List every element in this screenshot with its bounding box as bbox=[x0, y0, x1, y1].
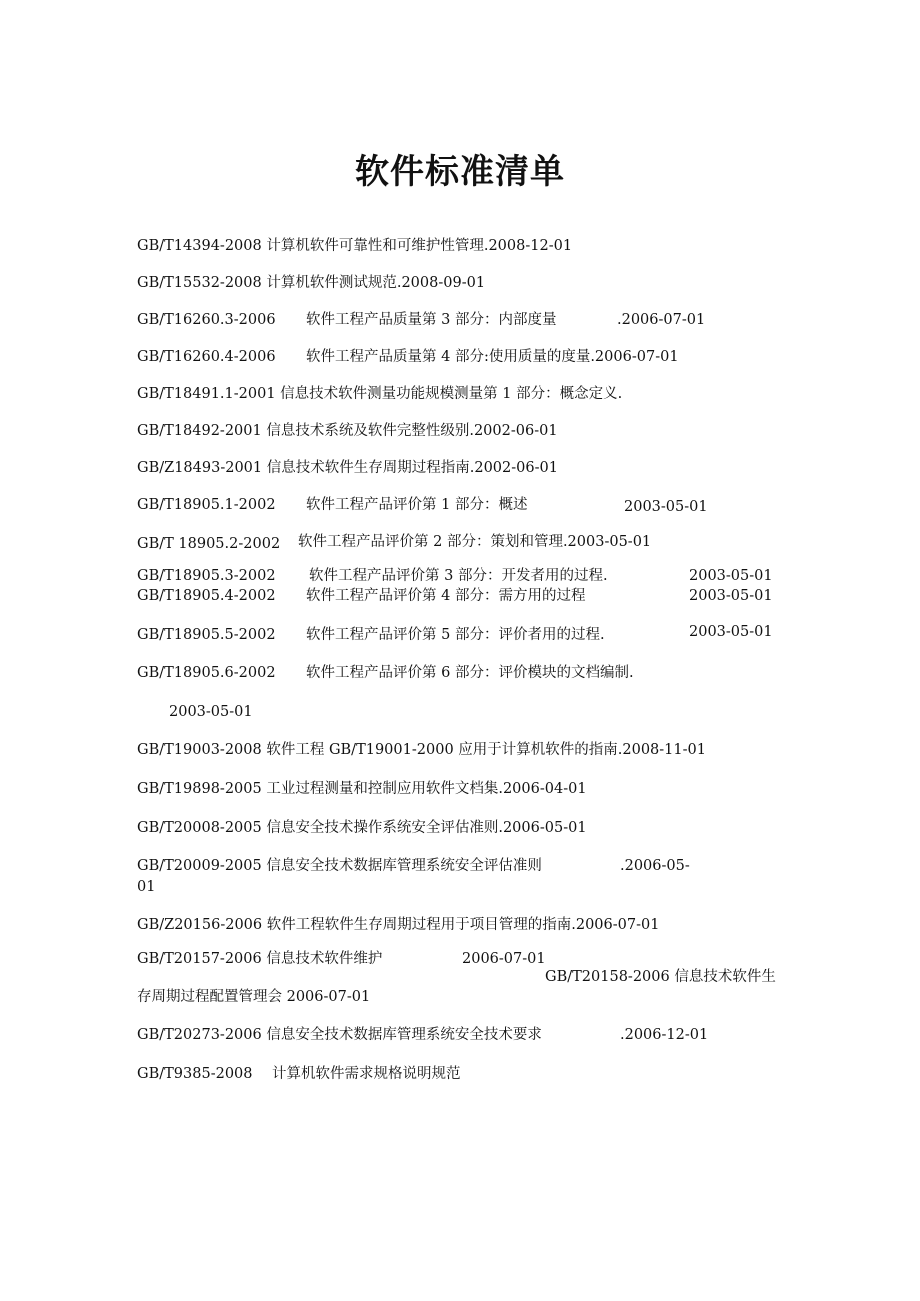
standard-entry: GB/Z20156-2006 软件工程软件生存周期过程用于项目管理的指南.2006-07-01 bbox=[137, 917, 660, 933]
standard-entry: GB/T18491.1-2001 信息技术软件测量功能规模测量第 1 部分：概念定义. bbox=[137, 386, 623, 402]
standard-name: 计算机软件需求规格说明规范 bbox=[272, 1066, 461, 1082]
standard-entry: GB/T19003-2008 软件工程 GB/T19001-2000 应用于计算机软件的指南.2008-11-01 bbox=[137, 742, 706, 758]
standard-date: .2006-05- bbox=[620, 858, 690, 874]
standard-date: 01 bbox=[137, 879, 156, 895]
standard-date: .2006-12-01 bbox=[620, 1027, 709, 1043]
standard-code-name: GB/T20273-2006 信息安全技术数据库管理系统安全技术要求 bbox=[137, 1027, 542, 1043]
standard-code: GB/T18905.6-2002 bbox=[137, 665, 276, 681]
standard-date: 2003-05-01 bbox=[689, 624, 773, 640]
standard-code-name: GB/T20158-2006 信息技术软件生 bbox=[545, 969, 776, 985]
standard-date: 2003-05-01 bbox=[689, 588, 773, 604]
standard-code: GB/T18905.4-2002 bbox=[137, 588, 276, 604]
standard-date: 2003-05-01 bbox=[689, 568, 773, 584]
standard-name: 存周期过程配置管理会 2006-07-01 bbox=[137, 989, 371, 1005]
standard-entry: GB/T15532-2008 计算机软件测试规范.2008-09-01 bbox=[137, 275, 486, 291]
standard-entry: GB/T14394-2008 计算机软件可靠性和可维护性管理.2008-12-01 bbox=[137, 238, 573, 254]
standard-name: 软件工程产品评价第 5 部分：评价者用的过程. bbox=[306, 627, 605, 643]
standard-entry: GB/T18492-2001 信息技术系统及软件完整性级别.2002-06-01 bbox=[137, 423, 558, 439]
standard-date: 2003-05-01 bbox=[169, 704, 253, 720]
standard-code: GB/T9385-2008 bbox=[137, 1066, 253, 1082]
standard-name: 软件工程产品评价第 2 部分：策划和管理.2003-05-01 bbox=[298, 534, 652, 550]
standard-entry: GB/T19898-2005 工业过程测量和控制应用软件文档集.2006-04-01 bbox=[137, 781, 587, 797]
standard-date: .2006-07-01 bbox=[617, 312, 706, 328]
standard-name: 软件工程产品评价第 6 部分：评价模块的文档编制. bbox=[306, 665, 634, 681]
standard-code: GB/T 18905.2-2002 bbox=[137, 536, 281, 552]
standard-name: 软件工程产品质量第 4 部分:使用质量的度量.2006-07-01 bbox=[306, 349, 679, 365]
standard-code-name: GB/T20157-2006 信息技术软件维护 bbox=[137, 951, 383, 967]
standard-code: GB/T16260.3-2006 bbox=[137, 312, 276, 328]
standard-name: 软件工程产品评价第 3 部分：开发者用的过程. bbox=[309, 568, 608, 584]
standard-code: GB/T16260.4-2006 bbox=[137, 349, 276, 365]
standard-date: 2003-05-01 bbox=[624, 499, 708, 515]
standard-name: 软件工程产品评价第 1 部分：概述 bbox=[306, 497, 528, 513]
standard-date: 2006-07-01 bbox=[462, 951, 546, 967]
standard-code: GB/T18905.1-2002 bbox=[137, 497, 276, 513]
standard-name: 软件工程产品质量第 3 部分：内部度量 bbox=[306, 312, 557, 328]
standard-code: GB/T18905.3-2002 bbox=[137, 568, 276, 584]
standard-name: 软件工程产品评价第 4 部分：需方用的过程 bbox=[306, 588, 586, 604]
standard-code-name: GB/T20009-2005 信息安全技术数据库管理系统安全评估准则 bbox=[137, 858, 542, 874]
document-title: 软件标准清单 bbox=[355, 152, 565, 192]
standard-entry: GB/Z18493-2001 信息技术软件生存周期过程指南.2002-06-01 bbox=[137, 460, 558, 476]
standard-entry: GB/T20008-2005 信息安全技术操作系统安全评估准则.2006-05-01 bbox=[137, 820, 587, 836]
standard-code: GB/T18905.5-2002 bbox=[137, 627, 276, 643]
